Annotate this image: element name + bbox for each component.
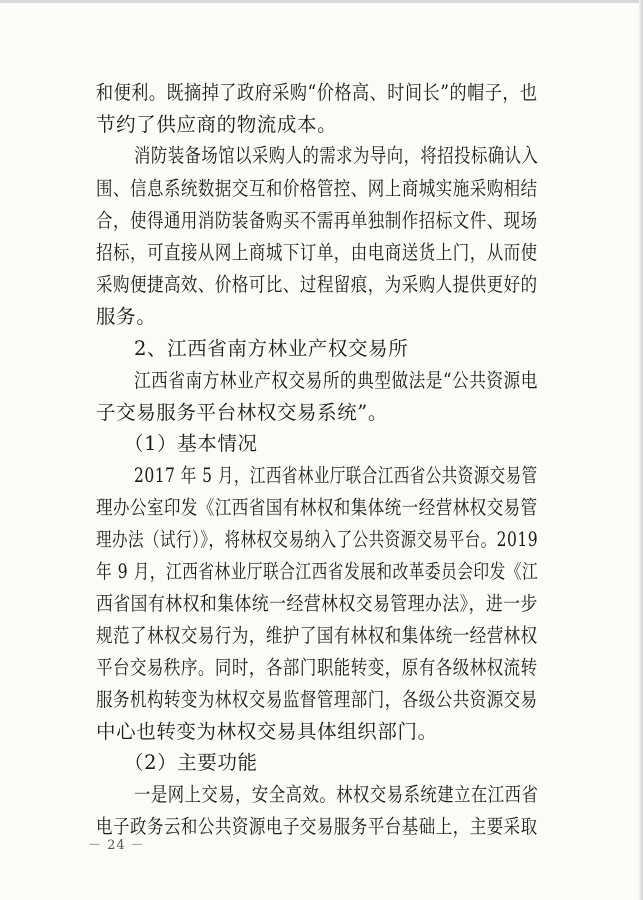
text-line-24: 电子政务云和公共资源电子交易服务平台基础上，主要采取 [96, 815, 538, 838]
text-line-15: 理办法（试行）》，将林权交易纳入了公共资源交易平台。2019 [96, 528, 539, 551]
text-line-7: 采购便捷高效、价格可比、过程留痕，为采购人提供更好的 [96, 273, 538, 296]
text-line-18: 规范了林权交易行为，维护了国有林权和集体统一经营林权 [96, 624, 538, 647]
text-line-11: 子交易服务平台林权交易系统”。 [96, 401, 388, 424]
text-line-14: 理办公室印发《江西省国有林权和集体统一经营林权交易管 [96, 496, 538, 519]
text-line-13: 2017 年 5 月，江西省林业厅联合江西省公共资源交易管 [134, 464, 538, 487]
scan-edge-right [639, 0, 643, 900]
text-line-5: 合，使得通用消防装备购买不需再单独制作招标文件、现场 [96, 209, 538, 232]
text-line-1: 和便利。既摘掉了政府采购“价格高、时间长”的帽子，也 [96, 81, 538, 104]
scan-edge-top [0, 0, 643, 3]
text-line-19: 平台交易秩序。同时，各部门职能转变，原有各级林权流转 [96, 656, 538, 679]
text-line-17: 西省国有林权和集体统一经营林权交易管理办法》，进一步 [96, 592, 538, 615]
text-line-10: 江西省南方林业产权交易所的典型做法是“公共资源电 [134, 369, 538, 392]
text-line-2: 节约了供应商的物流成本。 [96, 113, 338, 136]
subheading-basic-situation: （1）基本情况 [124, 432, 258, 455]
text-line-21: 中心也转变为林权交易具体组织部门。 [96, 720, 438, 743]
page-number: － 24 － [88, 838, 145, 853]
text-line-20: 服务机构转变为林权交易监督管理部门，各级公共资源交易 [96, 688, 538, 711]
text-line-16: 年 9 月，江西省林业厅联合江西省发展和改革委员会印发《江 [96, 560, 539, 583]
text-line-3: 消防装备场馆以采购人的需求为导向，将招投标确认入 [134, 144, 539, 167]
subheading-main-functions: （2）主要功能 [124, 751, 258, 774]
text-line-4: 围、信息系统数据交互和价格管控、网上商城实施采购相结 [96, 177, 538, 200]
section-heading-2: 2、江西省南方林业产权交易所 [134, 337, 409, 360]
text-line-23: 一是网上交易，安全高效。林权交易系统建立在江西省 [134, 783, 539, 806]
text-line-8: 服务。 [96, 305, 157, 328]
text-line-6: 招标，可直接从网上商城下订单，由电商送货上门，从而使 [96, 241, 538, 264]
